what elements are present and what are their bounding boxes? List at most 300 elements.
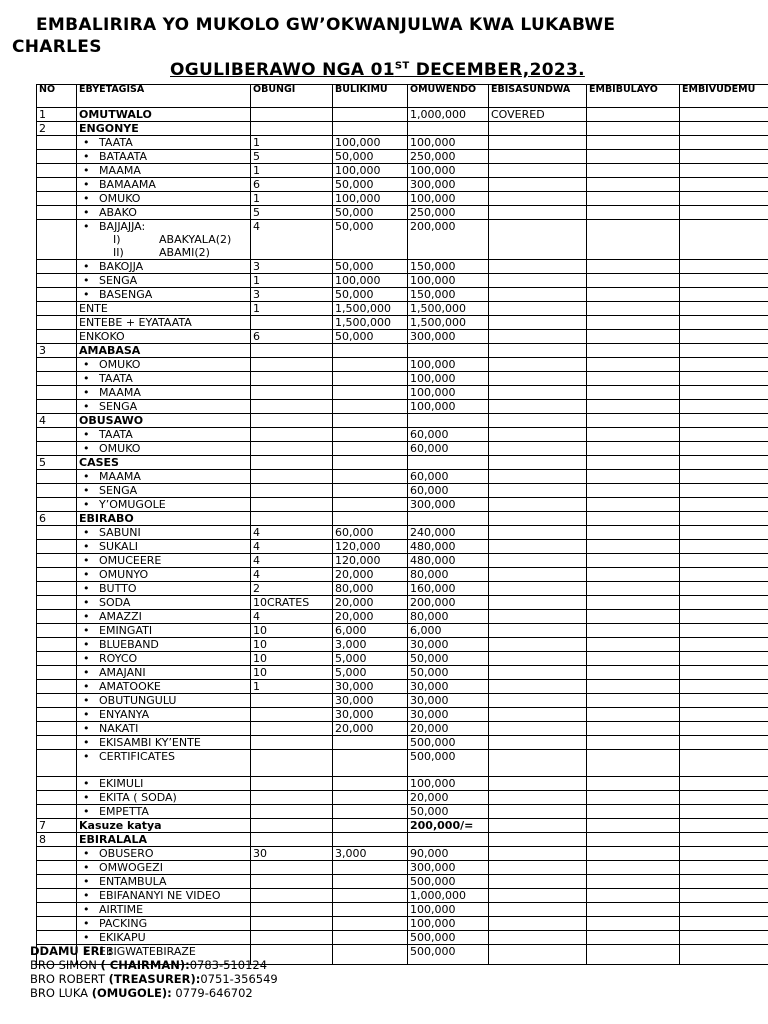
- row-unit-price: 20,000: [333, 722, 408, 736]
- row-pledged: [587, 777, 680, 791]
- title-line-1b: CHARLES: [12, 37, 102, 57]
- row-item-label: • MAAMA: [79, 470, 141, 483]
- row-unit-price: [333, 819, 408, 833]
- row-number: 7: [37, 819, 77, 833]
- row-unit-price: [333, 428, 408, 442]
- row-quantity: 6: [251, 178, 333, 192]
- table-row: [37, 777, 768, 791]
- row-item: [77, 777, 251, 791]
- row-item: [77, 610, 251, 624]
- row-pledged: [587, 484, 680, 498]
- row-unit-price: [333, 750, 408, 777]
- row-quantity: 10: [251, 666, 333, 680]
- table-row: [37, 889, 768, 903]
- row-item-label: • TAATA: [79, 372, 133, 385]
- row-unit-price: 60,000: [333, 526, 408, 540]
- row-item: [77, 414, 251, 428]
- row-paid: [489, 192, 587, 206]
- table-row: [37, 316, 768, 330]
- table-row: [37, 206, 768, 220]
- row-balance: [680, 220, 768, 260]
- row-item: [77, 122, 251, 136]
- row-item-label: • OMWOGEZI: [79, 861, 163, 874]
- row-balance: [680, 456, 768, 470]
- row-item-label: • SENGA: [79, 274, 137, 287]
- row-unit-price: 5,000: [333, 666, 408, 680]
- row-quantity: 4: [251, 610, 333, 624]
- row-item: [77, 680, 251, 694]
- row-number: [37, 484, 77, 498]
- table-row: [37, 414, 768, 428]
- row-pledged: [587, 875, 680, 889]
- row-item-label: • OMUCEERE: [79, 554, 161, 567]
- row-item-label: • MAAMA: [79, 164, 141, 177]
- row-quantity: 5: [251, 206, 333, 220]
- table-row: [37, 791, 768, 805]
- row-unit-price: [333, 344, 408, 358]
- row-item-label: • PACKING: [79, 917, 147, 930]
- row-total: 60,000: [408, 428, 489, 442]
- row-item: [77, 316, 251, 330]
- row-paid: [489, 903, 587, 917]
- row-item: [77, 708, 251, 722]
- row-item: [77, 288, 251, 302]
- table-row: [37, 344, 768, 358]
- row-total: 60,000: [408, 484, 489, 498]
- contact-name: BRO ROBERT: [30, 972, 109, 986]
- row-pledged: [587, 344, 680, 358]
- row-item-label: EBIRALALA: [79, 833, 148, 846]
- row-paid: [489, 220, 587, 260]
- row-total: 200,000: [408, 596, 489, 610]
- row-item-label: • BUTTO: [79, 582, 137, 595]
- row-item: [77, 526, 251, 540]
- row-unit-price: 80,000: [333, 582, 408, 596]
- row-quantity: [251, 917, 333, 931]
- row-number: [37, 206, 77, 220]
- row-number: [37, 178, 77, 192]
- row-number: 2: [37, 122, 77, 136]
- row-pledged: [587, 316, 680, 330]
- row-balance: [680, 889, 768, 903]
- row-item-label: • EBIFANANYI NE VIDEO: [79, 889, 221, 902]
- row-balance: [680, 652, 768, 666]
- row-pledged: [587, 819, 680, 833]
- row-item: [77, 694, 251, 708]
- row-balance: [680, 344, 768, 358]
- table-row: [37, 652, 768, 666]
- row-pledged: [587, 847, 680, 861]
- row-total: 500,000: [408, 945, 489, 965]
- row-item: [77, 512, 251, 526]
- row-item-label: • OMUNYO: [79, 568, 148, 581]
- row-total: 500,000: [408, 750, 489, 777]
- row-item-label: • AMATOOKE: [79, 680, 161, 693]
- row-quantity: [251, 750, 333, 777]
- row-quantity: [251, 819, 333, 833]
- row-pledged: [587, 386, 680, 400]
- row-number: [37, 358, 77, 372]
- row-total: 30,000: [408, 638, 489, 652]
- row-quantity: [251, 722, 333, 736]
- row-unit-price: 30,000: [333, 680, 408, 694]
- row-paid: [489, 526, 587, 540]
- row-item: [77, 136, 251, 150]
- row-item: [77, 582, 251, 596]
- row-quantity: [251, 791, 333, 805]
- row-sub-item: [79, 246, 248, 259]
- row-total: 60,000: [408, 470, 489, 484]
- row-pledged: [587, 274, 680, 288]
- row-total: 20,000: [408, 722, 489, 736]
- row-pledged: [587, 917, 680, 931]
- row-item-label: ENTEBE + EYATAATA: [79, 316, 192, 329]
- row-pledged: [587, 931, 680, 945]
- row-number: [37, 164, 77, 178]
- row-unit-price: 6,000: [333, 624, 408, 638]
- row-balance: [680, 596, 768, 610]
- row-unit-price: [333, 442, 408, 456]
- row-unit-price: [333, 833, 408, 847]
- date-heading-text: OGULIBERAWO NGA 01: [170, 60, 395, 80]
- row-total: 100,000: [408, 903, 489, 917]
- row-balance: [680, 931, 768, 945]
- row-number: [37, 931, 77, 945]
- row-total: 160,000: [408, 582, 489, 596]
- row-number: 5: [37, 456, 77, 470]
- row-total: 480,000: [408, 554, 489, 568]
- row-item-label: EBIRABO: [79, 512, 134, 525]
- row-item-label: ENTE: [79, 302, 108, 315]
- row-item: [77, 903, 251, 917]
- table-row: [37, 274, 768, 288]
- row-unit-price: [333, 414, 408, 428]
- row-number: 3: [37, 344, 77, 358]
- row-item: [77, 624, 251, 638]
- row-paid: [489, 164, 587, 178]
- row-quantity: [251, 512, 333, 526]
- row-balance: [680, 750, 768, 777]
- table-row: [37, 288, 768, 302]
- row-total: 480,000: [408, 540, 489, 554]
- row-balance: [680, 386, 768, 400]
- table-row: [37, 638, 768, 652]
- row-item: [77, 819, 251, 833]
- row-unit-price: [333, 498, 408, 512]
- row-balance: [680, 680, 768, 694]
- col-header-total: OMUWENDO: [408, 85, 489, 108]
- row-paid: [489, 805, 587, 819]
- row-paid: [489, 708, 587, 722]
- table-row: [37, 386, 768, 400]
- row-pledged: [587, 372, 680, 386]
- table-row: [37, 540, 768, 554]
- row-pledged: [587, 805, 680, 819]
- row-quantity: 10: [251, 624, 333, 638]
- row-number: [37, 805, 77, 819]
- row-total: 100,000: [408, 274, 489, 288]
- row-pledged: [587, 526, 680, 540]
- row-pledged: [587, 122, 680, 136]
- row-item: [77, 540, 251, 554]
- row-pledged: [587, 428, 680, 442]
- contact-line: [30, 958, 278, 972]
- col-header-pledged: EMBIBULAYO: [587, 85, 680, 108]
- table-row: [37, 610, 768, 624]
- row-quantity: 1: [251, 136, 333, 150]
- row-paid: [489, 540, 587, 554]
- table-row: [37, 917, 768, 931]
- row-paid: [489, 610, 587, 624]
- row-total: 6,000: [408, 624, 489, 638]
- row-quantity: [251, 386, 333, 400]
- table-row: [37, 122, 768, 136]
- row-item: [77, 847, 251, 861]
- row-pledged: [587, 178, 680, 192]
- table-row: [37, 192, 768, 206]
- row-number: [37, 470, 77, 484]
- row-item: [77, 164, 251, 178]
- row-balance: [680, 777, 768, 791]
- row-number: [37, 400, 77, 414]
- row-item: [77, 442, 251, 456]
- row-number: [37, 596, 77, 610]
- row-balance: [680, 805, 768, 819]
- row-unit-price: 20,000: [333, 596, 408, 610]
- row-paid: [489, 554, 587, 568]
- row-number: [37, 330, 77, 344]
- row-pledged: [587, 400, 680, 414]
- row-paid: [489, 750, 587, 777]
- row-number: [37, 722, 77, 736]
- row-total: 100,000: [408, 358, 489, 372]
- row-pledged: [587, 750, 680, 777]
- col-header-qty: OBUNGI: [251, 85, 333, 108]
- row-item: [77, 344, 251, 358]
- row-item-label: • TAATA: [79, 136, 133, 149]
- row-paid: [489, 917, 587, 931]
- row-item-label: • TAATA: [79, 428, 133, 441]
- row-quantity: [251, 805, 333, 819]
- row-quantity: [251, 122, 333, 136]
- row-unit-price: 20,000: [333, 610, 408, 624]
- row-item-label: OMUTWALO: [79, 108, 152, 121]
- row-item: [77, 400, 251, 414]
- col-header-paid: EBISASUNDWA: [489, 85, 587, 108]
- row-number: 8: [37, 833, 77, 847]
- row-number: [37, 302, 77, 316]
- row-number: 4: [37, 414, 77, 428]
- row-unit-price: [333, 889, 408, 903]
- row-unit-price: 100,000: [333, 164, 408, 178]
- row-balance: [680, 178, 768, 192]
- row-unit-price: 5,000: [333, 652, 408, 666]
- row-balance: [680, 694, 768, 708]
- row-total: 240,000: [408, 526, 489, 540]
- row-paid: [489, 414, 587, 428]
- row-number: [37, 624, 77, 638]
- row-quantity: 1: [251, 164, 333, 178]
- row-total: 100,000: [408, 136, 489, 150]
- row-number: [37, 220, 77, 260]
- row-paid: [489, 330, 587, 344]
- row-total: 300,000: [408, 330, 489, 344]
- row-paid: [489, 875, 587, 889]
- row-item: [77, 456, 251, 470]
- table-row: [37, 554, 768, 568]
- row-pledged: [587, 861, 680, 875]
- row-sub-text: ABAMI(2): [159, 246, 210, 259]
- row-item: [77, 260, 251, 274]
- row-sub-text: ABAKYALA(2): [159, 233, 232, 246]
- row-pledged: [587, 666, 680, 680]
- row-quantity: 10: [251, 652, 333, 666]
- row-balance: [680, 722, 768, 736]
- row-quantity: 2: [251, 582, 333, 596]
- row-quantity: 1: [251, 680, 333, 694]
- row-number: [37, 582, 77, 596]
- table-row: [37, 260, 768, 274]
- table-row: [37, 456, 768, 470]
- row-pledged: [587, 680, 680, 694]
- row-unit-price: [333, 777, 408, 791]
- row-pledged: [587, 164, 680, 178]
- row-item: [77, 108, 251, 122]
- row-item: [77, 386, 251, 400]
- row-unit-price: [333, 122, 408, 136]
- row-item-label: CASES: [79, 456, 119, 469]
- row-paid: [489, 512, 587, 526]
- row-balance: [680, 372, 768, 386]
- row-item: [77, 889, 251, 903]
- row-unit-price: 50,000: [333, 288, 408, 302]
- row-number: [37, 917, 77, 931]
- table-row: [37, 484, 768, 498]
- row-paid: [489, 122, 587, 136]
- row-number: [37, 288, 77, 302]
- table-row: [37, 736, 768, 750]
- row-pledged: [587, 945, 680, 965]
- row-balance: [680, 847, 768, 861]
- row-total: 80,000: [408, 568, 489, 582]
- row-item: [77, 791, 251, 805]
- row-pledged: [587, 108, 680, 122]
- row-item: [77, 274, 251, 288]
- row-balance: [680, 358, 768, 372]
- table-row: [37, 330, 768, 344]
- row-total: 100,000: [408, 192, 489, 206]
- title-line-1: EMBALIRIRA YO MUKOLO GW’OKWANJULWA KWA LUKABWE: [36, 15, 616, 35]
- row-paid: [489, 666, 587, 680]
- row-item-label: • SABUNI: [79, 526, 141, 539]
- row-number: [37, 540, 77, 554]
- row-paid: [489, 945, 587, 965]
- row-item: [77, 638, 251, 652]
- row-balance: [680, 122, 768, 136]
- row-total: 100,000: [408, 164, 489, 178]
- row-total: 100,000: [408, 372, 489, 386]
- row-total: 80,000: [408, 610, 489, 624]
- row-number: [37, 736, 77, 750]
- row-total: 90,000: [408, 847, 489, 861]
- row-paid: [489, 568, 587, 582]
- row-item: [77, 861, 251, 875]
- table-row: [37, 498, 768, 512]
- row-number: [37, 708, 77, 722]
- table-row: [37, 847, 768, 861]
- row-total: [408, 122, 489, 136]
- row-number: [37, 847, 77, 861]
- row-number: [37, 136, 77, 150]
- row-unit-price: 50,000: [333, 220, 408, 260]
- table-row: [37, 220, 768, 260]
- table-row: [37, 666, 768, 680]
- row-pledged: [587, 470, 680, 484]
- row-balance: [680, 512, 768, 526]
- row-quantity: [251, 358, 333, 372]
- row-balance: [680, 638, 768, 652]
- table-row: [37, 708, 768, 722]
- row-item: [77, 917, 251, 931]
- row-unit-price: [333, 456, 408, 470]
- row-unit-price: [333, 875, 408, 889]
- row-number: [37, 694, 77, 708]
- contact-line: [30, 972, 278, 986]
- row-quantity: 10CRATES: [251, 596, 333, 610]
- row-pledged: [587, 192, 680, 206]
- row-quantity: [251, 428, 333, 442]
- row-quantity: 1: [251, 274, 333, 288]
- row-unit-price: 100,000: [333, 274, 408, 288]
- row-unit-price: [333, 736, 408, 750]
- row-balance: [680, 554, 768, 568]
- row-quantity: [251, 861, 333, 875]
- row-item: [77, 484, 251, 498]
- row-total: [408, 833, 489, 847]
- table-row: [37, 164, 768, 178]
- row-total: 500,000: [408, 736, 489, 750]
- col-header-unit: BULIKIMU: [333, 85, 408, 108]
- row-item-label: AMABASA: [79, 344, 141, 357]
- row-item-label: • AMAZZI: [79, 610, 142, 623]
- row-balance: [680, 192, 768, 206]
- row-quantity: [251, 498, 333, 512]
- row-item-label: • SENGA: [79, 484, 137, 497]
- row-quantity: [251, 108, 333, 122]
- row-pledged: [587, 708, 680, 722]
- row-total: 300,000: [408, 178, 489, 192]
- row-paid: [489, 456, 587, 470]
- row-total: 1,500,000: [408, 316, 489, 330]
- row-paid: [489, 736, 587, 750]
- table-header-row: [37, 85, 768, 108]
- row-unit-price: 120,000: [333, 554, 408, 568]
- row-unit-price: 3,000: [333, 638, 408, 652]
- date-heading-sup: ST: [394, 60, 410, 72]
- row-total: 200,000/=: [408, 819, 489, 833]
- row-total: [408, 456, 489, 470]
- table-row: [37, 805, 768, 819]
- row-item-label: • ABAKO: [79, 206, 137, 219]
- row-number: [37, 610, 77, 624]
- row-item: [77, 554, 251, 568]
- row-item-label: • OBUTUNGULU: [79, 694, 176, 707]
- row-unit-price: [333, 931, 408, 945]
- row-item-label: • EMINGATI: [79, 624, 152, 637]
- row-total: 30,000: [408, 708, 489, 722]
- row-quantity: 1: [251, 302, 333, 316]
- document-date-heading: [170, 60, 585, 80]
